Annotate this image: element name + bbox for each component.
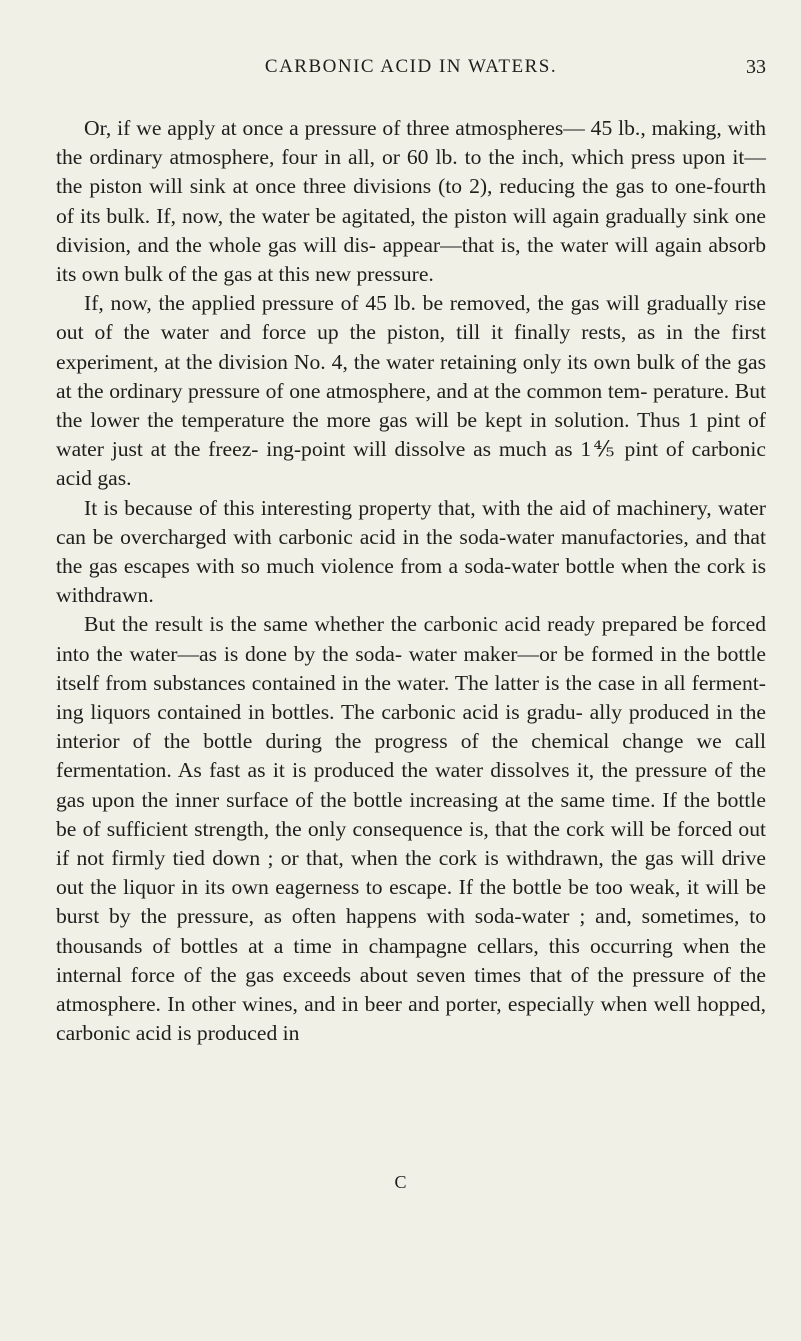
paragraph: Or, if we apply at once a pressure of three atmospheres— 45 lb., making, with the ordinary atmosphere, four in all, or 60 lb. to the inch, which press upon it—the piston will sink at once three divisions (to 2), reducing the gas to one-fourth of its bulk. If, now, the water be agitated, the piston will again gradually sink one division, and the whole gas will dis- appear—that is, the water will again absorb its own bulk of the gas at this new pressure. [56, 116, 766, 287]
page-number: 33 [746, 56, 766, 78]
signature-mark: C [394, 1172, 407, 1192]
paragraph: But the result is the same whether the carbonic acid ready prepared be forced into the water—as is done by the soda- water maker—or be formed in the bottle itself from substances contained in the water. The latter is the case in all ferment- ing liquors contained in bottles. The carbonic acid is gradu- ally produced in the interior of the bottle during the progress of the chemical change we call fermentation. As fast as it is produced the water dissolves it, the pressure of the gas upon the inner surface of the bottle increasing at the same time. If the bottle be of sufficient strength, the only consequence is, that the cork will be forced out if not firmly tied down ; or that, when the cork is withdrawn, the gas will drive out the liquor in its own eagerness to escape. If the bottle be too weak, it will be burst by the pressure, as often happens with soda-water ; and, sometimes, to thousands of bottles at a time in champagne cellars, this occurring when the internal force of the gas exceeds about seven times that of the pressure of the atmosphere. In other wines, and in beer and porter, especially when well hopped, carbonic acid is produced in [56, 612, 766, 1046]
body-text [56, 114, 766, 1049]
page-header [56, 56, 766, 86]
paragraph: If, now, the applied pressure of 45 lb. be removed, the gas will gradually rise out of the water and force up the piston, till it finally rests, as in the first experiment, at the division No. 4, the water retaining only its own bulk of the gas at the ordinary pressure of one atmosphere, and at the common tem- perature. But the lower the temperature the more gas will be kept in solution. Thus 1 pint of water just at the freez- ing-point will dissolve as much as 1⅘ pint of carbonic acid gas. [56, 291, 766, 491]
paragraph: It is because of this interesting property that, with the aid of machinery, water can be overcharged with carbonic acid in the soda-water manufactories, and that the gas escapes with so much violence from a soda-water bottle when the cork is withdrawn. [56, 495, 766, 608]
running-head: CARBONIC ACID IN WATERS. [264, 56, 558, 77]
